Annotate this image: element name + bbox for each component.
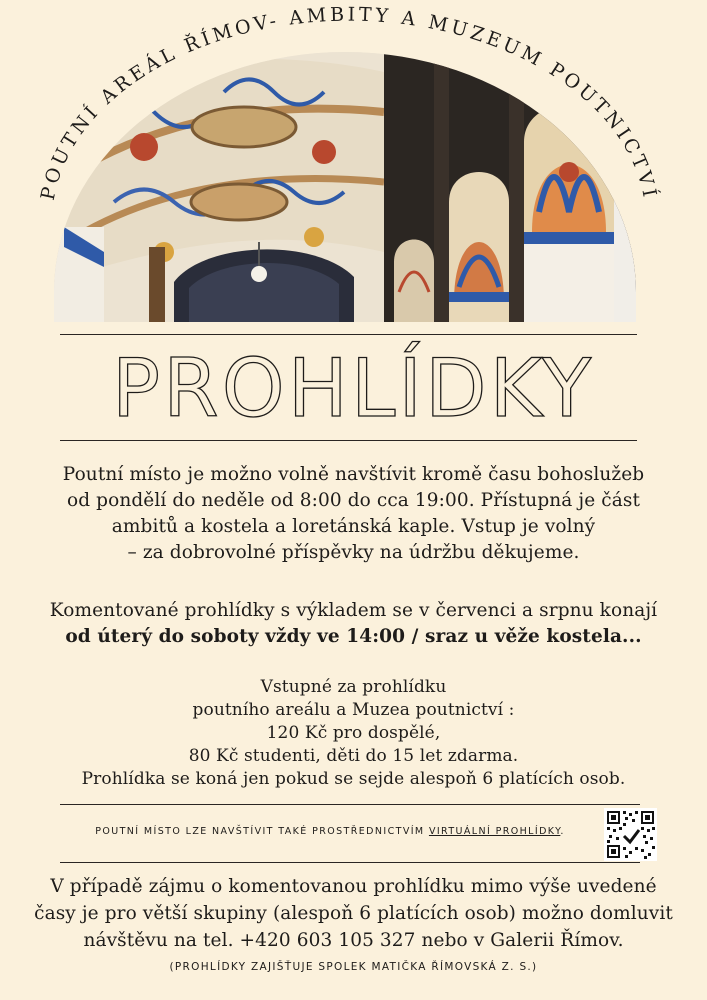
contact-paragraph <box>0 873 707 954</box>
contact-line: V případě zájmu o komentovanou prohlídku mimo výše uvedené <box>50 876 657 897</box>
arc-title-text: POUTNÍ AREÁL ŘÍMOV- AMBITY A MUZEUM POUTNICTVÍ <box>36 3 662 203</box>
intro-line: od pondělí do neděle od 8:00 do cca 19:00. Přístupná je část <box>67 490 640 511</box>
heading-bottom-rule <box>60 440 637 441</box>
top-rule <box>60 334 637 335</box>
intro-line: Poutní místo je možno volně navštívit kromě času bohoslužeb <box>62 464 645 485</box>
virtual-tour-link[interactable]: VIRTUÁLNÍ PROHLÍDKY <box>428 826 561 837</box>
heading <box>0 338 707 434</box>
fees-block <box>0 676 707 791</box>
fees-line: Vstupné za prohlídku <box>260 677 447 697</box>
virtual-text: POUTNÍ MÍSTO LZE NAVŠTÍVIT TAKÉ PROSTŘEDNICTVÍM <box>95 826 429 837</box>
contact-line: časy je pro větší skupiny (alespoň 6 platících osob) možno domluvit <box>34 903 673 924</box>
organizer-note: (PROHLÍDKY ZAJIŠŤUJE SPOLEK MATIČKA ŘÍMOVSKÁ Z. S.) <box>169 961 538 973</box>
qr-code[interactable] <box>604 808 657 861</box>
fees-line: 120 Kč pro dospělé, <box>266 723 441 743</box>
contact-line: návštěvu na tel. +420 603 105 327 nebo v Galerii Římov. <box>83 930 624 951</box>
fees-line: poutního areálu a Muzea poutnictví : <box>192 700 515 720</box>
virtual-top-rule <box>60 804 640 805</box>
intro-line: ambitů a kostela a loretánská kaple. Vstup je volný <box>111 516 596 537</box>
virtual-bottom-rule <box>60 862 640 863</box>
intro-paragraph <box>0 462 707 566</box>
guided-tours-paragraph <box>0 598 707 650</box>
guided-schedule: od úterý do soboty vždy ve 14:00 / sraz u věže kostela... <box>65 626 642 647</box>
svg-text:POUTNÍ AREÁL ŘÍMOV- AMBITY A M <box>37 4 662 203</box>
guided-line: Komentované prohlídky s výkladem se v červenci a srpnu konají <box>49 600 658 621</box>
fees-line: 80 Kč studenti, děti do 15 let zdarma. <box>188 746 519 766</box>
fees-line: Prohlídka se koná jen pokud se sejde alespoň 6 platících osob. <box>81 769 626 789</box>
arc-title <box>0 0 707 240</box>
page-heading: PROHLÍDKY <box>111 342 595 434</box>
intro-line: – za dobrovolné příspěvky na údržbu děkujeme. <box>127 542 580 563</box>
virtual-end: . <box>560 826 565 837</box>
qr-code-icon <box>604 808 657 861</box>
virtual-tour-note <box>60 826 600 837</box>
